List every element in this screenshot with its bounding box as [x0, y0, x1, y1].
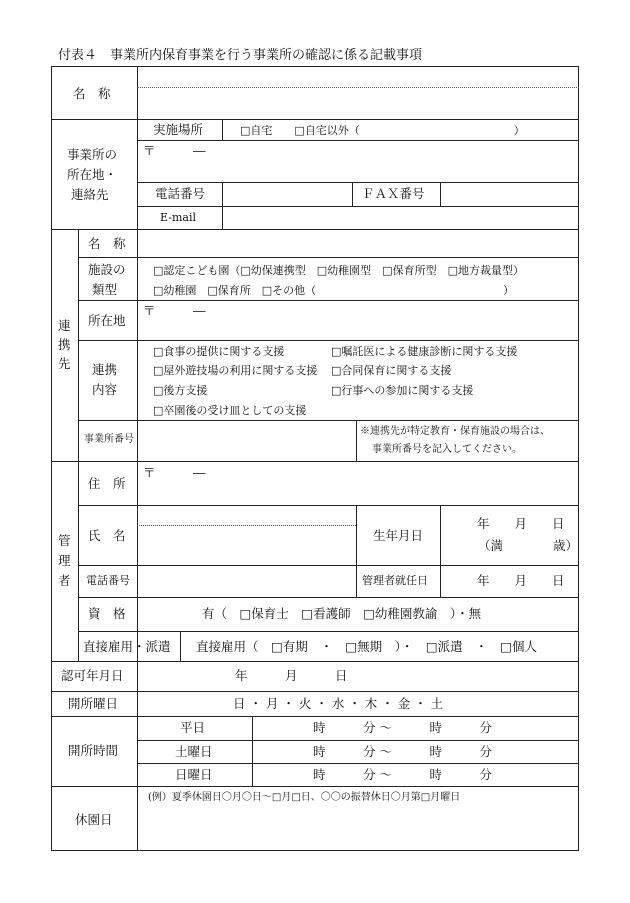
employ-label: 直接雇用・派遣: [83, 639, 171, 654]
row-divider: [51, 716, 579, 717]
weekday-label: 平日: [180, 720, 206, 735]
qual-value[interactable]: 有（ □保育士 □看護師 □幼稚園教諭 ）・無: [202, 606, 482, 621]
open-hours-label: 開所時間: [68, 743, 119, 758]
furigana-line: [137, 525, 356, 526]
office-tel-label: 電話番号: [155, 186, 206, 201]
qual-label: 資 格: [88, 606, 126, 621]
row-divider: [78, 420, 579, 421]
manager-label-3: 者: [58, 573, 71, 588]
office-label-2: 所在地・: [67, 167, 118, 182]
birth-value-1: 年 月 日: [477, 516, 565, 531]
form-title: 付表４ 事業所内保育事業を行う事業所の確認に係る記載事項: [58, 48, 423, 63]
coop-item[interactable]: □卒園後の受け皿としての支援: [153, 404, 307, 417]
manager-label-2: 理: [58, 553, 71, 568]
row-divider: [137, 206, 579, 207]
row-divider: [78, 597, 579, 598]
facility-type-line2[interactable]: □幼稚園 □保育所 □その他（ ）: [153, 284, 515, 297]
row-divider: [137, 740, 579, 741]
row-divider: [78, 340, 579, 341]
office-no-note-2: 事業所番号を記入してください。: [372, 444, 522, 455]
holiday-example: (例）夏季休園日〇月〇日～□月□日、〇〇の振替休日〇月第□月曜日: [148, 792, 461, 803]
manager-tel-label: 電話番号: [86, 574, 130, 587]
sunday-label: 日曜日: [175, 767, 213, 782]
saturday-hours: 時 分 ～ 時 分: [313, 744, 492, 759]
row-divider: [51, 119, 579, 120]
partner-postal-mark: 〒 ―: [143, 303, 206, 318]
facility-type-label-2: 類型: [92, 282, 118, 297]
partner-label-2: 携: [58, 337, 71, 352]
col-divider: [180, 631, 181, 661]
office-no-label: 事業所番号: [84, 434, 134, 445]
row-divider: [78, 631, 579, 632]
row-divider: [78, 565, 579, 566]
office-label-3: 連絡先: [71, 187, 109, 202]
row-divider: [78, 505, 579, 506]
name-label: 名 称: [73, 86, 111, 101]
start-value: 年 月 日: [477, 573, 565, 588]
col-divider: [440, 182, 441, 206]
coop-item[interactable]: □嘱託医による健康診断に関する支援: [331, 345, 518, 358]
col-divider: [137, 661, 138, 851]
row-divider: [51, 229, 579, 230]
license-date-value: 年 月 日: [235, 668, 348, 683]
employ-value[interactable]: 直接雇用（ □有期 ・ □無期 ）・ □派遣 ・ □個人: [196, 639, 537, 654]
weekday-hours: 時 分 ～ 時 分: [313, 720, 492, 735]
coop-item[interactable]: □行事への参加に関する支援: [331, 384, 474, 397]
partner-name-label: 名 称: [88, 236, 126, 251]
impl-place-label: 実施場所: [153, 122, 204, 137]
coop-item[interactable]: □屋外遊技場の利用に関する支援: [153, 364, 318, 377]
license-date-label: 認可年月日: [61, 668, 124, 683]
coop-item[interactable]: □合同保育に関する支援: [331, 364, 452, 377]
row-divider: [137, 763, 579, 764]
col-divider: [352, 182, 353, 206]
furigana-line: [137, 87, 579, 88]
col-divider: [78, 229, 79, 461]
partner-address-label: 所在地: [88, 313, 126, 328]
office-email-label: E-mail: [160, 211, 196, 224]
saturday-label: 土曜日: [175, 744, 213, 759]
holiday-label: 休園日: [75, 812, 113, 827]
manager-name-label: 氏 名: [88, 528, 126, 543]
manager-label-1: 管: [58, 533, 71, 548]
col-divider: [252, 716, 253, 786]
office-fax-label: ＦＡＸ番号: [362, 186, 425, 201]
impl-place-options[interactable]: □自宅 □自宅以外（ ）: [240, 124, 525, 137]
facility-type-label-1: 施設の: [88, 262, 126, 277]
sunday-hours: 時 分 ～ 時 分: [313, 767, 492, 782]
col-divider: [222, 182, 223, 229]
birth-label: 生年月日: [373, 528, 424, 543]
manager-postal-mark: 〒 ―: [143, 465, 206, 480]
coop-label-2: 内容: [92, 382, 118, 397]
row-divider: [78, 300, 579, 301]
row-divider: [137, 182, 579, 183]
partner-label-1: 連: [58, 318, 71, 333]
coop-item[interactable]: □後方支援: [153, 384, 208, 397]
office-postal-mark: 〒 ―: [143, 143, 206, 158]
col-divider: [440, 505, 441, 597]
col-divider: [137, 66, 138, 229]
office-no-note-1: ※連携先が特定教育・保育施設の場合は、: [360, 426, 550, 437]
manager-address-label: 住 所: [88, 476, 126, 491]
coop-item[interactable]: □食事の提供に関する支援: [153, 345, 285, 358]
start-label: 管理者就任日: [362, 574, 428, 587]
birth-value-2: （満 歳）: [478, 538, 579, 553]
office-label-1: 事業所の: [67, 147, 118, 162]
open-days-value[interactable]: 日 ・ 月 ・ 火 ・ 水 ・ 木 ・ 金 ・ 土: [233, 696, 444, 711]
row-divider: [137, 140, 579, 141]
col-divider: [356, 505, 357, 597]
coop-label-1: 連携: [92, 362, 118, 377]
row-divider: [51, 691, 579, 692]
facility-type-line1[interactable]: □認定こども園（□幼保連携型 □幼稚園型 □保育所型 □地方裁量型）: [153, 264, 524, 277]
col-divider: [356, 420, 357, 461]
row-divider: [51, 786, 579, 787]
row-divider: [51, 661, 579, 662]
row-divider: [78, 257, 579, 258]
partner-label-3: 先: [58, 356, 71, 371]
row-divider: [51, 461, 579, 462]
open-days-label: 開所曜日: [68, 696, 119, 711]
col-divider: [222, 119, 223, 140]
